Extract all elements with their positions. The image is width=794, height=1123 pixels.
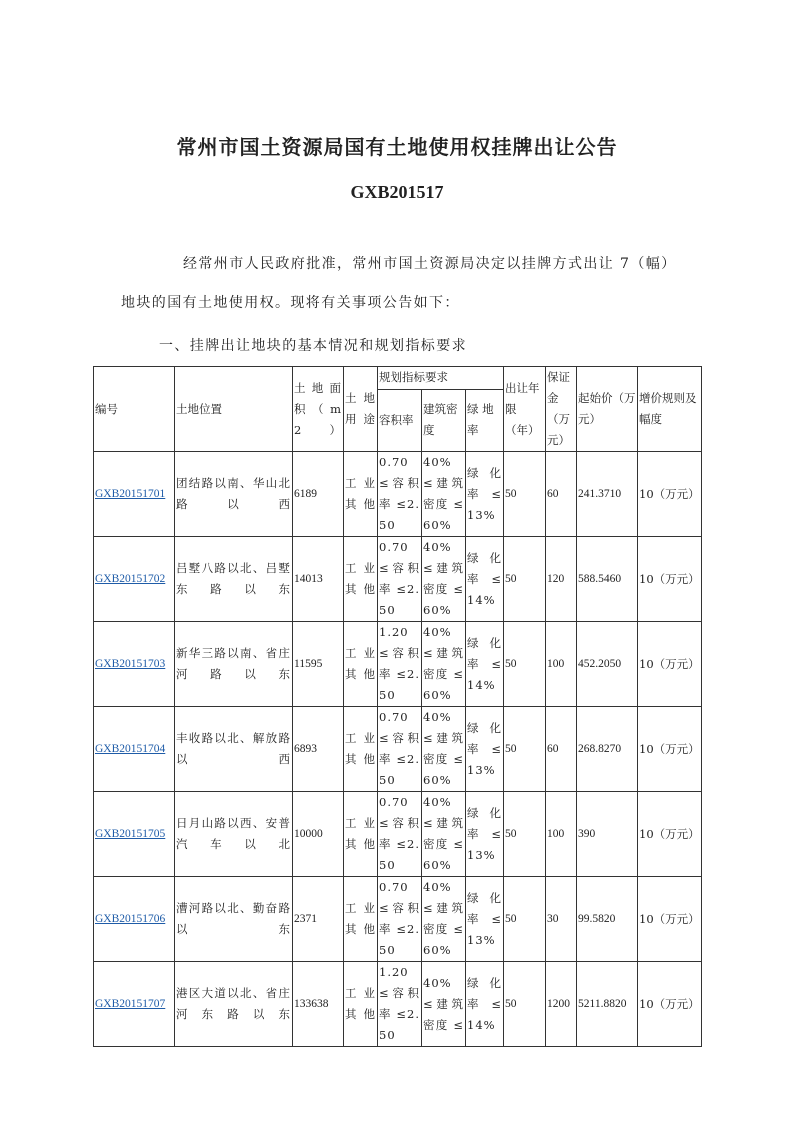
header-far: 容积率 xyxy=(378,389,422,451)
parcel-deposit-cell: 120 xyxy=(546,537,577,622)
parcel-code-link-cell xyxy=(94,537,175,622)
parcel-start-price-cell: 390 xyxy=(577,792,638,877)
parcel-increment-cell: 10（万元） xyxy=(638,962,702,1047)
table-row xyxy=(94,962,702,1047)
parcel-code-link-cell xyxy=(94,452,175,537)
table-row xyxy=(94,792,702,877)
parcel-increment-cell: 10（万元） xyxy=(638,622,702,707)
table-row xyxy=(94,537,702,622)
parcel-code-link[interactable]: GXB20151701 xyxy=(95,488,166,500)
header-start-price: 起始价（万元） xyxy=(577,367,638,452)
parcel-increment-cell: 10（万元） xyxy=(638,707,702,792)
parcel-code-link[interactable]: GXB20151705 xyxy=(95,828,166,840)
parcel-location-cell: 团结路以南、华山北路以西 xyxy=(175,452,293,537)
parcel-green-cell: 绿 化率 ≤13% xyxy=(466,707,504,792)
page-title: 常州市国土资源局国有土地使用权挂牌出让公告 xyxy=(176,135,618,159)
parcel-use-cell: 工业其他 xyxy=(344,622,378,707)
parcel-increment-cell: 10（万元） xyxy=(638,537,702,622)
parcel-far-cell: 0.70 ≤容积率≤2.50 xyxy=(378,537,422,622)
document-number: GXB201517 xyxy=(350,182,444,202)
parcel-code-link-cell xyxy=(94,622,175,707)
intro-paragraph-line-1: 经常州市人民政府批准，常州市国土资源局决定以挂牌方式出让 7（幅） xyxy=(183,256,677,272)
parcel-deposit-cell: 60 xyxy=(546,452,577,537)
section-heading-1: 一、挂牌出让地块的基本情况和规划指标要求 xyxy=(159,338,467,354)
parcel-density-cell: 40% ≤建筑密度 ≤60% xyxy=(422,537,466,622)
parcel-term-cell: 50 xyxy=(504,622,546,707)
parcel-far-cell: 0.70 ≤容积率≤2.50 xyxy=(378,707,422,792)
header-density: 建筑密度 xyxy=(422,389,466,451)
parcel-location-cell: 吕墅八路以北、吕墅东路以东 xyxy=(175,537,293,622)
parcel-far-cell: 1.20 ≤容积率≤2.50 xyxy=(378,962,422,1047)
parcel-code-link-cell xyxy=(94,707,175,792)
parcel-code-link[interactable]: GXB20151702 xyxy=(95,573,166,585)
parcel-deposit-cell: 100 xyxy=(546,622,577,707)
parcel-start-price-cell: 588.5460 xyxy=(577,537,638,622)
header-increment: 增价规则及幅度 xyxy=(638,367,702,452)
parcel-density-cell: 40% ≤建筑密度 ≤60% xyxy=(422,622,466,707)
parcel-location-cell: 新华三路以南、省庄河路以东 xyxy=(175,622,293,707)
parcel-area-cell: 6893 xyxy=(293,707,344,792)
parcel-term-cell: 50 xyxy=(504,962,546,1047)
parcel-code-link[interactable]: GXB20151707 xyxy=(95,998,166,1010)
parcel-term-cell: 50 xyxy=(504,877,546,962)
parcel-location-cell: 日月山路以西、安普汽车以北 xyxy=(175,792,293,877)
parcel-density-cell: 40% ≤建筑密度 ≤60% xyxy=(422,707,466,792)
parcel-location-cell: 港区大道以北、省庄河东路以东 xyxy=(175,962,293,1047)
header-deposit: 保证金（万元） xyxy=(546,367,577,452)
parcel-start-price-cell: 5211.8820 xyxy=(577,962,638,1047)
parcel-area-cell: 133638 xyxy=(293,962,344,1047)
parcel-use-cell: 工业其他 xyxy=(344,452,378,537)
parcel-location-cell: 漕河路以北、勤奋路以东 xyxy=(175,877,293,962)
header-term: 出让年限（年） xyxy=(504,367,546,452)
parcel-deposit-cell: 30 xyxy=(546,877,577,962)
parcel-density-cell: 40% ≤建筑密度 ≤60% xyxy=(422,452,466,537)
parcel-increment-cell: 10（万元） xyxy=(638,792,702,877)
parcel-code-link-cell xyxy=(94,877,175,962)
parcel-green-cell: 绿 化率 ≤14% xyxy=(466,962,504,1047)
parcel-far-cell: 0.70 ≤容积率≤2.50 xyxy=(378,792,422,877)
intro-paragraph-line-2: 地块的国有土地使用权。现将有关事项公告如下： xyxy=(121,295,460,311)
parcel-green-cell: 绿 化率 ≤14% xyxy=(466,537,504,622)
parcel-term-cell: 50 xyxy=(504,792,546,877)
parcel-start-price-cell: 268.8270 xyxy=(577,707,638,792)
parcel-use-cell: 工业其他 xyxy=(344,962,378,1047)
parcel-far-cell: 0.70 ≤容积率≤2.50 xyxy=(378,452,422,537)
parcel-use-cell: 工业其他 xyxy=(344,877,378,962)
header-plan-group: 规划指标要求 xyxy=(378,367,504,390)
parcel-density-cell: 40% ≤建筑密度 ≤60% xyxy=(422,877,466,962)
parcel-far-cell: 1.20 ≤容积率≤2.50 xyxy=(378,622,422,707)
parcel-code-link-cell xyxy=(94,792,175,877)
parcel-far-cell: 0.70 ≤容积率≤2.50 xyxy=(378,877,422,962)
header-location: 土地位置 xyxy=(175,367,293,452)
table-row xyxy=(94,622,702,707)
parcel-use-cell: 工业其他 xyxy=(344,707,378,792)
parcel-density-cell: 40% ≤建筑密度 ≤60% xyxy=(422,792,466,877)
parcel-start-price-cell: 241.3710 xyxy=(577,452,638,537)
parcel-green-cell: 绿 化率 ≤13% xyxy=(466,452,504,537)
parcel-increment-cell: 10（万元） xyxy=(638,877,702,962)
parcel-area-cell: 14013 xyxy=(293,537,344,622)
header-use: 土地用途 xyxy=(344,367,378,452)
parcel-deposit-cell: 60 xyxy=(546,707,577,792)
parcel-term-cell: 50 xyxy=(504,537,546,622)
parcel-area-cell: 10000 xyxy=(293,792,344,877)
header-code: 编号 xyxy=(94,367,175,452)
header-green: 绿 地率 xyxy=(466,389,504,451)
parcel-deposit-cell: 1200 xyxy=(546,962,577,1047)
parcel-area-cell: 2371 xyxy=(293,877,344,962)
parcel-area-cell: 11595 xyxy=(293,622,344,707)
parcel-term-cell: 50 xyxy=(504,452,546,537)
table-row xyxy=(94,707,702,792)
parcel-location-cell: 丰收路以北、解放路以西 xyxy=(175,707,293,792)
parcel-increment-cell: 10（万元） xyxy=(638,452,702,537)
parcel-density-cell: 40% ≤建筑密度 ≤ xyxy=(422,962,466,1047)
parcel-code-link[interactable]: GXB20151703 xyxy=(95,658,166,670)
parcel-term-cell: 50 xyxy=(504,707,546,792)
parcel-area-cell: 6189 xyxy=(293,452,344,537)
parcel-start-price-cell: 452.2050 xyxy=(577,622,638,707)
parcel-green-cell: 绿 化率 ≤13% xyxy=(466,877,504,962)
parcel-use-cell: 工业其他 xyxy=(344,537,378,622)
parcel-code-link-cell xyxy=(94,962,175,1047)
parcel-green-cell: 绿 化率 ≤13% xyxy=(466,792,504,877)
parcel-deposit-cell: 100 xyxy=(546,792,577,877)
land-parcel-table xyxy=(93,366,702,1047)
table-row xyxy=(94,452,702,537)
parcel-use-cell: 工业其他 xyxy=(344,792,378,877)
parcel-code-link[interactable]: GXB20151706 xyxy=(95,913,166,925)
parcel-start-price-cell: 99.5820 xyxy=(577,877,638,962)
parcel-green-cell: 绿 化率 ≤14% xyxy=(466,622,504,707)
header-area: 土地面积（m2） xyxy=(293,367,344,452)
table-row xyxy=(94,877,702,962)
parcel-code-link[interactable]: GXB20151704 xyxy=(95,743,166,755)
